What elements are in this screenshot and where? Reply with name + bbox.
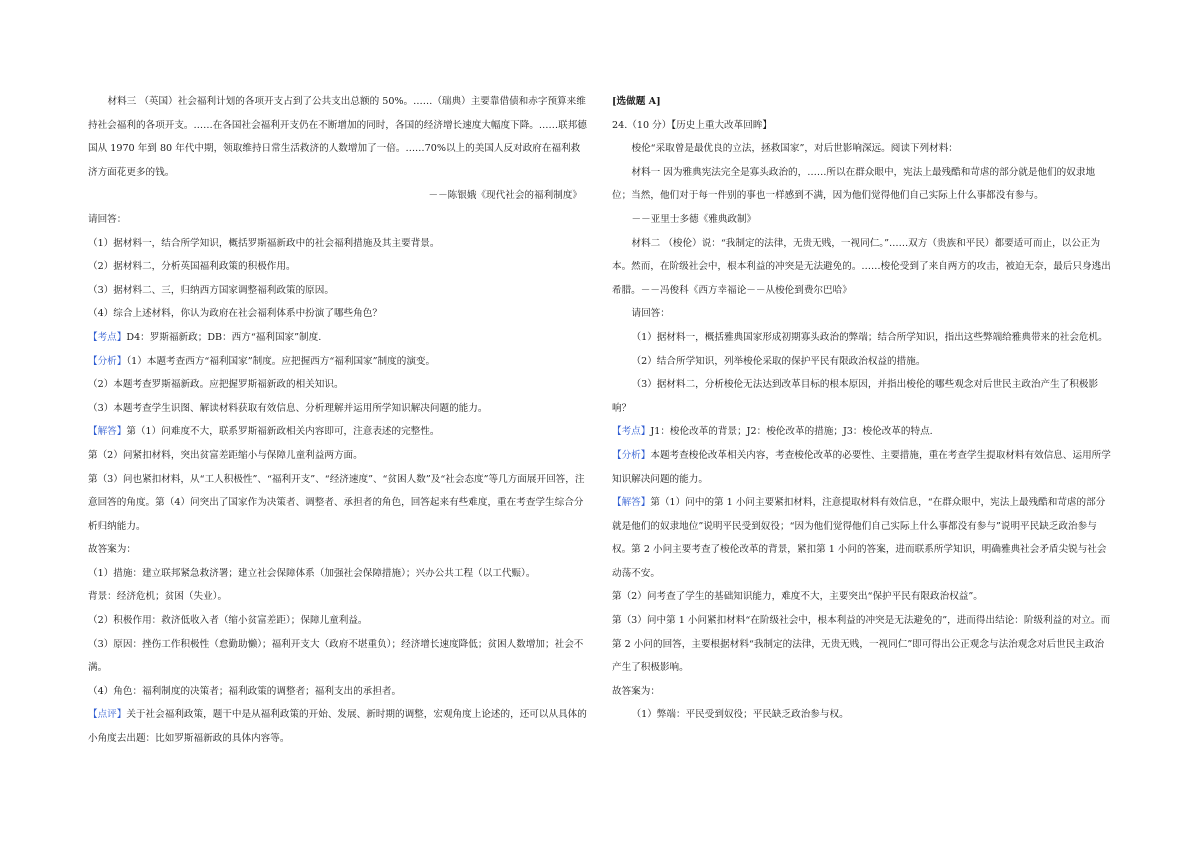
question-1: （1）据材料一，概括雅典国家形成初期寡头政治的弊端；结合所学知识，指出这些弊端给雅典带来的社会危机。 [631,331,1108,343]
fenxi-tag: 【分析】 [88,355,127,367]
kaodian-tag: 【考点】 [612,426,651,438]
answer-4: （4）角色：福利制度的决策者；福利政策的调整者；福利支出的承担者。 [88,685,402,697]
fenxi-line [612,444,1112,491]
fenxi-text: 本题考查梭伦改革相关内容，考查梭伦改革的必要性、主要措施，重在考查学生提取材料有效信息、运用所学知识解决问题的能力。 [612,449,1111,485]
answer-1: （1）弊端：平民受到奴役；平民缺乏政治参与权。 [631,709,849,721]
fenxi-3: （3）本题考查学生识图、解读材料获取有效信息、分析理解并运用所学知识解决问题的能力。 [88,402,488,414]
right-column [612,90,1112,727]
jieda-line [88,420,588,444]
material-two: 材料二 （梭伦）说：“我制定的法律，无贵无贱，一视同仁。”……双方（贵族和平民）都要适可而止，以公正为本。然而，在阶级社会中，根本利益的冲突是无法避免的。……梭伦受到了来自两方的攻击，被迫无奈，最后只身逃出希腊。－－冯俊科《西方幸福论－－从梭伦到费尔巴哈》 [612,237,1111,296]
fenxi-text: （1）本题考查西方“福利国家”制度。应把握西方“福利国家”制度的演变。 [126,355,436,367]
question-3: （3）据材料二，分析梭伦无法达到改革目标的根本原因，并指出梭伦的哪些观念对后世民主政治产生了积极影响？ [612,379,1099,414]
intro-line: 梭伦“采取曾是最优良的立法，拯救国家”，对后世影响深远。阅读下列材料： [631,143,958,155]
jieda-text: 第（1）问难度不大，联系罗斯福新政相关内容即可，注意表述的完整性。 [126,426,440,438]
fenxi-tag: 【分析】 [612,449,651,461]
jieda-3: 第（3）问中第 1 小问紧扣材料“在阶级社会中，根本利益的冲突是无法避免的”，进而得出结论：阶级利益的对立。而第 2 小问的回答，主要根据材料“我制定的法律，无贵无贱，一视同仁”即可得出公正观念与法治观念对后世民主政治产生了积极影响。 [612,615,1111,674]
answer-label: 故答案为： [88,544,136,556]
left-column [88,90,588,751]
ask-label: 请回答： [631,308,670,320]
answer-1: （1）措施：建立联邦紧急救济署；建立社会保障体系（加强社会保障措施）；兴办公共工程（以工代赈）。 [88,567,536,579]
dianping-text: 关于社会福利政策，题干中是从福利政策的开始、发展、新时期的调整，宏观角度上论述的，还可以从具体的小角度去出题：比如罗斯福新政的具体内容等。 [88,709,587,745]
question-24-heading: 24.（10 分）【历史上重大改革回眸】 [612,119,773,131]
material-one-source: －－亚里士多德《雅典政制》 [631,213,757,225]
dianping-tag: 【点评】 [88,709,127,721]
material-three-paragraph: 材料三 （英国）社会福利计划的各项开支占到了公共支出总额的 50%。……（瑞典）主要靠借债和赤字预算来维持社会福利的各项开支。……在各国社会福利开支仍在不断增加的同时，各国的经济增长速度大幅度下降。……联邦德国从 1970 年到 80 年代中期，领取维持日常生活救济的人数增加了一倍。……70%以上的美国人反对政府在福利救济方面花更多的钱。 [88,96,587,178]
answer-1-background: 背景：经济危机；贫困（失业）。 [88,591,228,603]
answer-label: 故答案为： [612,685,660,697]
question-4: （4）综合上述材料，你认为政府在社会福利体系中扮演了哪些角色？ [88,308,382,320]
kaodian-line [612,420,1112,444]
section-heading: [选做题 A] [612,96,661,107]
ask-label: 请回答： [88,213,127,225]
question-2: （2）据材料二，分析英国福利政策的积极作用。 [88,261,296,273]
jieda-text: 第（1）问中的第 1 小问主要紧扣材料，注意提取材料有效信息，“在群众眼中，宪法上最残酷和苛虐的部分就是他们的奴隶地位”说明平民受到奴役；“因为他们觉得他们自己实际上什么事都没有参与”说明平民缺乏政治参与权。第 2 小问主要考查了梭伦改革的背景，紧扣第 1 小问的答案，进而联系所学知识，明确雅典社会矛盾尖锐与社会动荡不安。 [612,497,1107,579]
material-three-source: －－陈银娥《现代社会的福利制度》 [428,190,582,202]
kaodian-line [88,326,588,350]
answer-3: （3）原因：挫伤工作积极性（怠勤助懒）；福利开支大（政府不堪重负）；经济增长速度降低；贫困人数增加；社会不满。 [88,638,584,674]
kaodian-text: D4：罗斯福新政；DB：西方“福利国家”制度. [126,331,322,343]
fenxi-2: （2）本题考查罗斯福新政。应把握罗斯福新政的相关知识。 [88,379,344,391]
material-one: 材料一 因为雅典宪法完全是寡头政治的，……所以在群众眼中，宪法上最残酷和苛虐的部分就是他们的奴隶地位；当然，他们对于每一件别的事也一样感到不满，因为他们觉得他们自己实际上什么事都没有参与。 [612,166,1096,202]
answer-2: （2）积极作用：救济低收入者（缩小贫富差距）；保障儿童利益。 [88,615,368,627]
question-1: （1）据材料一，结合所学知识，概括罗斯福新政中的社会福利措施及其主要背景。 [88,237,440,249]
kaodian-text: J1：梭伦改革的背景；J2：梭伦改革的措施；J3：梭伦改革的特点. [650,426,933,438]
dianping-line [88,703,588,750]
question-3: （3）据材料二、三，归纳西方国家调整福利政策的原因。 [88,284,334,296]
jieda-2: 第（2）问紧扣材料，突出贫富差距缩小与保障儿童利益两方面。 [88,449,363,461]
jieda-3: 第（3）问也紧扣材料，从“工人积极性”、“福利开支”、“经济速度”、“贫困人数”及“社会态度”等几方面展开回答，注意回答的角度。第（4）问突出了国家作为决策者、调整者、承担者的角色，回答起来有些难度，重在考查学生综合分析归纳能力。 [88,473,585,532]
jieda-tag: 【解答】 [88,426,127,438]
question-2: （2）结合所学知识，列举梭伦采取的保护平民有限政治权益的措施。 [631,355,926,367]
jieda-tag: 【解答】 [612,497,651,509]
kaodian-tag: 【考点】 [88,331,127,343]
jieda-2: 第（2）问考查了学生的基础知识能力，难度不大，主要突出“保护平民有限政治权益”。 [612,591,983,603]
jieda-line [612,491,1112,585]
fenxi-line [88,350,588,374]
